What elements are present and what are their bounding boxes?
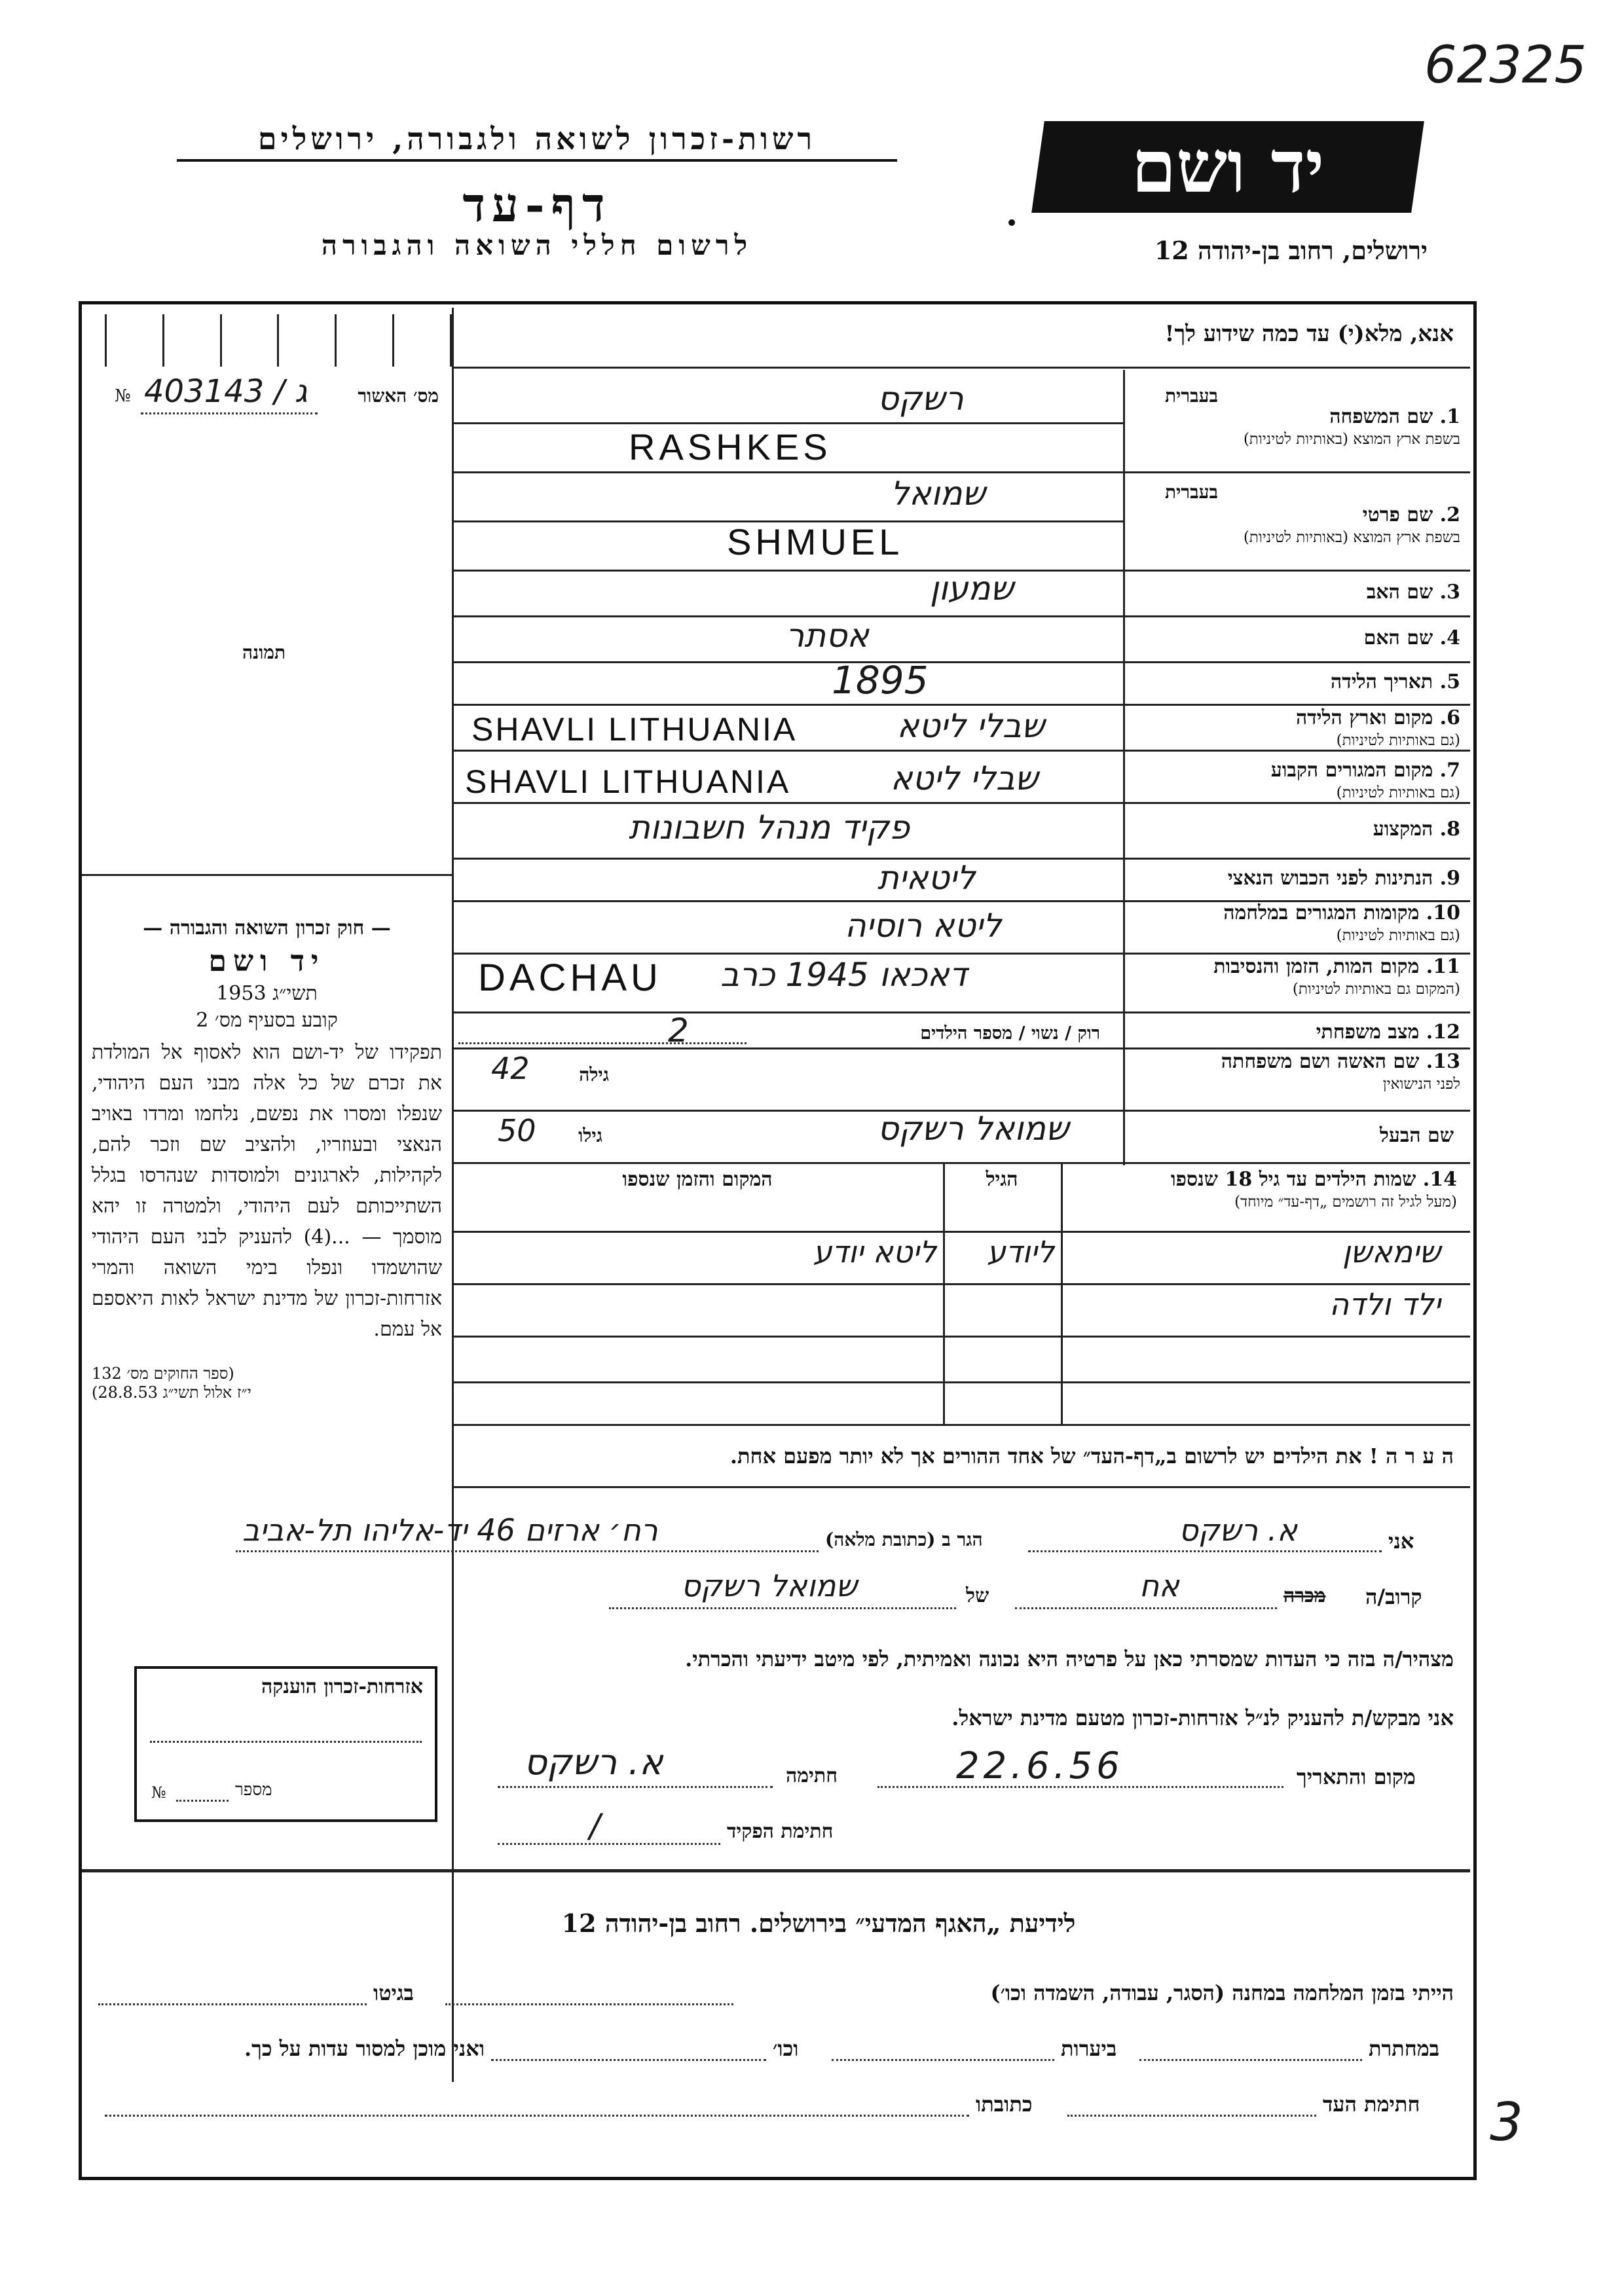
f8-value[interactable]: פקיד מנהל חשבונות [629,809,910,847]
f2-label [1133,504,1460,549]
decl-line1-b: הגר ב (כתובת מלאה) [825,1529,983,1550]
f11-label [1133,956,1460,1000]
f11-latin-value[interactable]: DACHAU [478,957,662,999]
husband-value[interactable]: שמואל רשקס [877,1110,1069,1148]
f5-label: 5. תאריך הלידה [1331,670,1460,693]
f1-hebrew-value[interactable]: רשקס [877,380,964,418]
place-date-label: מקום והתאריך [1297,1764,1416,1789]
law-year: תשי״ג 1953 [216,982,318,1005]
decl-line3: מצהיר/ה בזה כי העדות שמסרתי כאן על פרטיה היא נכונה ואמיתית, לפי מיטב ידיעתי והכרתי. [685,1647,1454,1671]
f7-label [1133,759,1460,804]
law-ref2: י״ז אלול תשי״ג 28.8.53) [92,1383,251,1402]
f11-label-text: 11. מקום המות, הזמן והנסיבות [1213,955,1460,978]
decl-line2-c: של [966,1584,989,1607]
f3-value[interactable]: שמעון [930,570,1014,608]
citizenship-box [134,1666,437,1822]
logo-dot [1008,219,1015,226]
f6-label [1133,707,1460,752]
f2-label-text: 2. שם פרטי [1362,503,1460,526]
f6-latin-value[interactable]: SHAVLI LITHUANIA [471,711,798,748]
approval-no-sign: № [115,386,131,406]
decl-line1-a: אני [1388,1529,1414,1554]
f13-age-label: גילה [579,1064,609,1085]
photo-label: תמונה [242,642,286,663]
decl-line4: אני מבקש/ת להעניק לנ״ל אזרחות-זכרון מטעם מדינת ישראל. [951,1705,1454,1730]
children-name[interactable]: שימאשן [1342,1234,1441,1269]
f8-label: 8. המקצוע [1373,818,1460,841]
note: ה ע ר ה ! את הילדים יש לרשום ב„דף-העד״ של אחד ההורים אך לא יותר מפעם אחת. [729,1444,1454,1468]
law-ref1: (ספר החוקים מס׳ 132 [92,1364,234,1383]
children-name[interactable]: ילד ולדה [1329,1286,1441,1322]
f4-label: 4. שם האם [1363,627,1460,649]
f1-latin-value[interactable]: RASHKES [629,426,832,467]
law-name: יד ושם [208,945,325,978]
f12-label: 12. מצב משפחתי [1316,1021,1460,1044]
f2-hebrew-tag: בעברית [1164,481,1218,503]
children-place[interactable]: ליטא יודע [813,1234,936,1269]
f13-label-text: 13. שם האשה ושם משפחתה [1221,1050,1460,1073]
bottom-line2-a: במחתרת [1369,2036,1440,2061]
law-body: תפקידו של יד-ושם הוא לאסוף אל המולדת את זכרם של כל אלה מבני העם היהודי, שנפלו ומסרו את נפשם, נלחמו ומרדו באויב הנאצי ובעוזריו, ולהציב שם וזכר להם, לקהילות, לארגונים ולמוסדות שנהרסו בגלל השתייכותם לעם היהודי, ולמטרה זו יהא מוסמך — ...(4) להעניק לבני העם היהודי שהושמדו ונפלו בימי השואה והמרי אזרחות-זכרון של מדינת ישראל לאות היאספם אל עמם. [92,1041,442,1341]
form-subtitle: לרשום חללי השואה והגבורה [321,229,753,261]
f10-label [1133,902,1460,947]
tick-boxes [105,314,452,367]
law-block [92,917,442,1402]
decl-name[interactable]: א. רשקס [1179,1512,1298,1548]
f5-value[interactable]: 1895 [832,658,929,702]
husband-label: שם הבעל [1379,1124,1454,1147]
children-title-text: 14. שמות הילדים עד גיל 18 שנספו [1170,1168,1457,1191]
f12-options: רוק / נשוי / מספר הילדים [920,1023,1100,1044]
decl-line2-b: מכרה [1283,1584,1326,1607]
decl-relation[interactable]: אח [1139,1568,1179,1603]
f11-sub: (המקום גם באותיות לטיניות) [1292,981,1460,998]
f9-value[interactable]: ליטאית [877,859,976,897]
f13-label [1133,1051,1460,1095]
husband-age-label: גילו [578,1125,602,1146]
f10-sub: (גם באותיות לטיניות) [1336,927,1460,944]
f1-sub: בשפת ארץ המוצא (באותיות לטיניות) [1243,431,1460,448]
signature-label: חתימה [786,1764,838,1787]
children-col-place: המקום והזמן שנספו [622,1168,773,1191]
citizenship-number-label: מספר [235,1780,272,1800]
f11-hebrew-value[interactable]: דאכאו 1945 כרב [720,956,967,994]
bottom-line1-b: בגיטו [373,1980,414,2005]
f4-value[interactable]: אסתר [786,617,869,655]
bottom-line2-c: וכו׳ [773,2036,799,2061]
f1-label-text: 1. שם המשפחה [1329,405,1460,428]
f2-latin-value[interactable]: SHMUEL [727,521,904,562]
approval-number: 403143 / ג [144,373,308,410]
authority-line: רשות-זכרון לשואה ולגבורה, ירושלים [177,121,897,162]
f6-sub: (גם באותיות לטיניות) [1336,732,1460,749]
approval-label: מס׳ האשור [358,385,439,407]
form-title: דף-עד [462,177,612,232]
instruction: אנא, מלא(י) עד כמה שידוע לך! [1164,321,1454,347]
page-mark: 3 [1490,2092,1523,2153]
date-value[interactable]: 22.6.56 [956,1745,1124,1787]
law-clause: קובע בסעיף מס׳ 2 [196,1009,338,1032]
children-age[interactable]: ליודע [987,1234,1054,1269]
bottom-line2-b: ביערות [1061,2036,1117,2061]
bottom-heading: לידיעת „האגף המדעי״ בירושלים. רחוב בן-יהודה 12 [561,1908,1076,1938]
children-col-age: הגיל [986,1168,1018,1191]
children-title [1074,1169,1457,1213]
f7-sub: (גם באותיות לטיניות) [1336,784,1460,801]
f9-label: 9. הנתינות לפני הכבוש הנאצי [1227,867,1460,890]
law-title: — חוק זכרון השואה והגבורה — [143,917,391,939]
f1-label [1133,406,1460,450]
f13-sub: לפני הנישואין [1382,1076,1460,1093]
bottom-line1-a: הייתי בזמן המלחמה במחנה (הסגר, עבודה, השמדה וכו׳) [990,1980,1454,2005]
signature-value[interactable]: א. רשקס [524,1741,663,1783]
f2-hebrew-value[interactable]: שמואל [891,475,986,513]
bottom-line2-d: ואני מוכן למסור עדות על כך. [244,2036,485,2061]
citizenship-no: № [151,1783,166,1802]
decl-deceased-name[interactable]: שמואל רשקס [681,1568,857,1603]
f12-children-value[interactable]: 2 [668,1011,689,1049]
citizenship-title: אזרחות-זכרון הוענקה [261,1675,423,1698]
f1-hebrew-tag: בעברית [1164,385,1218,407]
f7-label-text: 7. מקום המגורים הקבוע [1270,759,1460,782]
f7-latin-value[interactable]: SHAVLI LITHUANIA [465,763,791,800]
husband-age-value[interactable]: 50 [498,1113,536,1148]
f13-age-value[interactable]: 42 [491,1051,530,1086]
f2-sub: בשפת ארץ המוצא (באותיות לטיניות) [1243,529,1460,546]
f10-value[interactable]: ליטא רוסיה [845,907,1002,945]
official-label: חתימת הפקיד [727,1820,834,1843]
f6-label-text: 6. מקום וארץ הלידה [1295,706,1460,729]
children-title-sub: (מעל לגיל זה רושמים „דף-עד״ מיוחד) [1234,1194,1457,1211]
decl-line2-a: קרוב/ה [1365,1584,1422,1609]
f3-label: 3. שם האב [1366,581,1460,604]
archive-number: 62325 [1424,36,1587,95]
address: ירושלים, רחוב בן-יהודה 12 [1154,236,1428,265]
f7-hebrew-value[interactable]: שבלי ליטא [891,759,1039,797]
logo-text: יד ושם [1131,124,1325,209]
bottom-line3-a: חתימת העד [1323,2092,1420,2117]
official-mark: / [589,1807,600,1845]
f6-hebrew-value[interactable]: שבלי ליטא [897,707,1045,745]
bottom-line3-b: כתובתו [976,2092,1033,2117]
decl-address[interactable]: רח׳ ארזים 46 יד-אליהו תל-אביב [242,1512,658,1548]
f10-label-text: 10. מקומות המגורים במלחמה [1223,902,1460,924]
